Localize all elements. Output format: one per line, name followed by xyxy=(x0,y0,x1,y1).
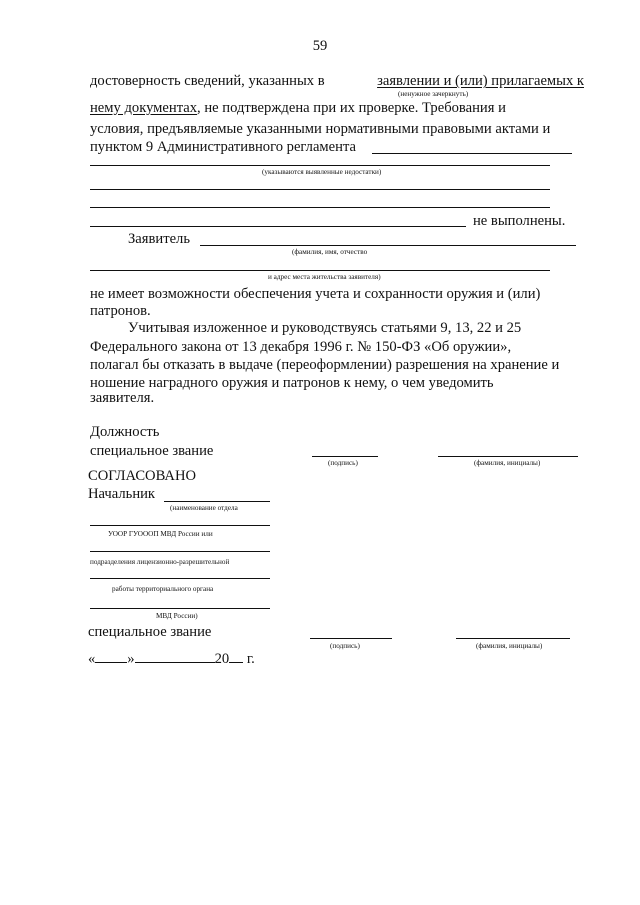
caption-applicant-address: и адрес места жительства заявителя) xyxy=(268,273,381,281)
fill-line-department xyxy=(164,501,270,502)
paragraph-1-line-1 xyxy=(90,72,584,90)
fill-line-applicant-name xyxy=(200,245,576,246)
fill-line-deficiencies-3 xyxy=(90,207,550,208)
paragraph-2-line-2: патронов. xyxy=(90,303,151,319)
fill-date-day xyxy=(95,650,127,663)
label-head: Начальник xyxy=(88,486,156,502)
fill-line-department-2 xyxy=(90,525,270,526)
caption-signature-2: (подпись) xyxy=(330,642,360,650)
paragraph-1-line-2 xyxy=(90,99,584,117)
fill-line-signature-1 xyxy=(312,456,378,457)
page-number: 59 xyxy=(312,38,328,54)
fill-date-year xyxy=(229,650,243,663)
fill-line-department-5 xyxy=(90,608,270,609)
caption-name-2: (фамилия, инициалы) xyxy=(476,642,543,650)
caption-name-1: (фамилия, инициалы) xyxy=(474,459,541,467)
text-not-fulfilled: не выполнены. xyxy=(473,213,566,229)
fill-line-applicant-address xyxy=(90,270,550,271)
paragraph-3-line-1: Учитывая изложенное и руководствуясь статьями 9, 13, 22 и 25 xyxy=(128,320,522,336)
fill-line-signature-2 xyxy=(310,638,392,639)
label-special-rank: специальное звание xyxy=(90,443,214,459)
label-applicant: Заявитель xyxy=(128,231,190,247)
fill-line-name-2 xyxy=(456,638,570,639)
text-not-confirmed: , не подтверждена при их проверке. Требования и xyxy=(197,100,506,116)
paragraph-1-line-4: пунктом 9 Административного регламента xyxy=(90,139,356,155)
caption-department: (наименование отдела xyxy=(170,504,238,512)
fill-line-deficiencies-2 xyxy=(90,189,550,190)
date-open-quote: « xyxy=(88,651,96,667)
fill-date-month xyxy=(135,650,215,663)
text-validity: достоверность сведений, указанных в xyxy=(90,73,325,89)
fill-line-deficiencies-1 xyxy=(90,165,550,166)
fill-line-regulation xyxy=(372,153,572,154)
text-application-documents: заявлении и (или) прилагаемых к xyxy=(377,73,584,89)
paragraph-3-line-5: заявителя. xyxy=(90,390,155,406)
fill-line-deficiencies-4 xyxy=(90,226,466,227)
date-year-prefix: 20 xyxy=(214,651,230,667)
paragraph-3-line-3: полагал бы отказать в выдаче (переоформлении) разрешения на хранение и xyxy=(90,357,560,373)
fill-line-department-3 xyxy=(90,551,270,552)
paragraph-2-line-1: не имеет возможности обеспечения учета и сохранности оружия и (или) xyxy=(90,286,541,302)
text-to-it-documents: нему документах xyxy=(90,100,198,116)
label-position: Должность xyxy=(90,424,160,440)
fill-line-department-4 xyxy=(90,578,270,579)
caption-mvd: МВД России) xyxy=(156,612,198,620)
caption-signature-1: (подпись) xyxy=(328,459,358,467)
paragraph-1-line-3: условия, предъявляемые указанными нормативными правовыми актами и xyxy=(90,121,551,137)
caption-strike-unneeded: (ненужное зачеркнуть) xyxy=(398,90,469,98)
heading-agreed: СОГЛАСОВАНО xyxy=(88,468,197,484)
caption-licensing: подразделения лицензионно-разрешительной xyxy=(90,558,230,566)
caption-uoor: УООР ГУОООП МВД России или xyxy=(108,530,213,538)
date-year-suffix: г. xyxy=(246,651,255,667)
date-line xyxy=(88,650,255,668)
paragraph-3-line-2: Федерального закона от 13 декабря 1996 г. № 150-ФЗ «Об оружии», xyxy=(90,339,512,355)
caption-deficiencies: (указываются выявленные недостатки) xyxy=(262,168,382,176)
fill-line-name-1 xyxy=(438,456,578,457)
paragraph-3-line-4: ношение наградного оружия и патронов к нему, о чем уведомить xyxy=(90,375,494,391)
label-special-rank-agreed: специальное звание xyxy=(88,624,212,640)
caption-territorial-work: работы территориального органа xyxy=(112,585,214,593)
date-close-quote: » xyxy=(127,651,135,667)
caption-applicant-name: (фамилия, имя, отчество xyxy=(292,248,368,256)
